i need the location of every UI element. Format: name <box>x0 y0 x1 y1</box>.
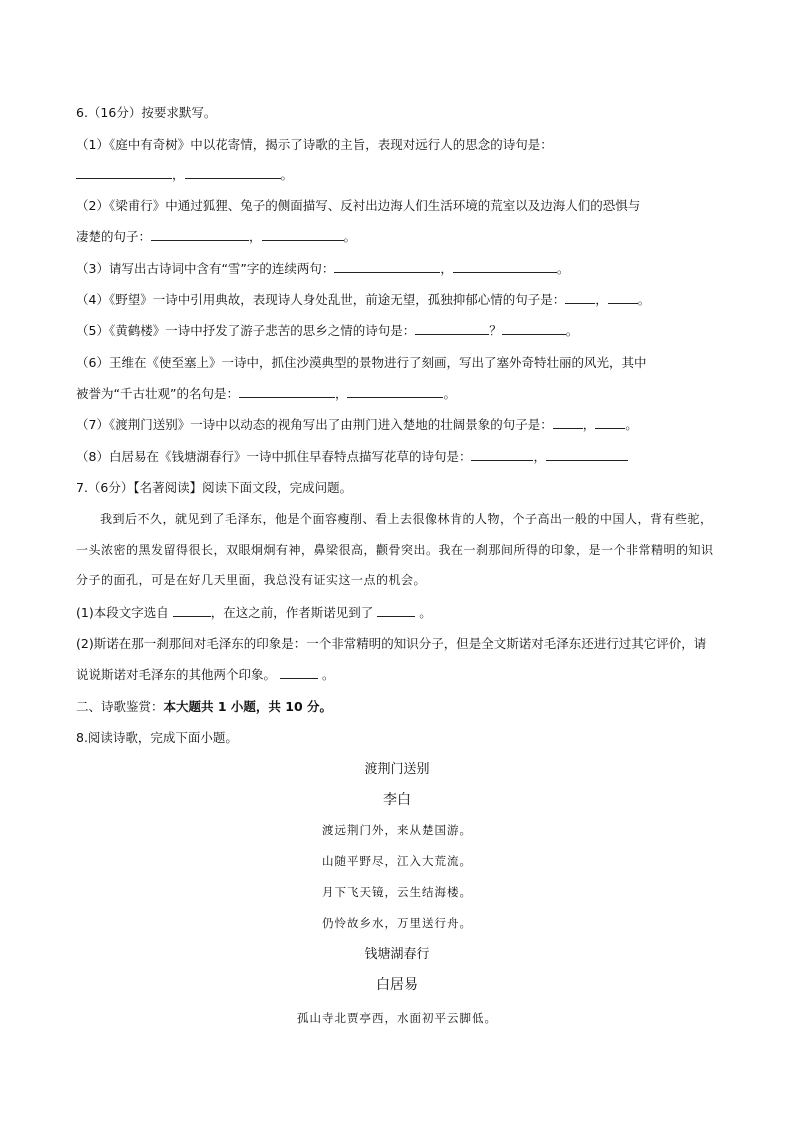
reading-passage: 我到后不久，就见到了毛泽东，他是个面容瘦削、看上去很像林肯的人物，个子高出一般的中国人，背有些驼，一头浓密的黑发留得很长，双眼炯炯有神，鼻梁很高，颧骨突出。我在一刹那间所得的印象，是一个非常精明的知识分子的面孔，可是在好几天里面，我总没有证实这一点的机会。 <box>76 512 714 587</box>
answer-blank[interactable] <box>502 323 566 335</box>
answer-blank[interactable] <box>334 261 440 273</box>
answer-blank[interactable] <box>565 292 595 304</box>
q6-item-6: （6）王维在《使至塞上》一诗中，抓住沙漠典型的景物进行了刻画，写出了塞外奇特壮丽的风光，其中 <box>76 355 647 370</box>
q6-item-2: （2）《梁甫行》中通过狐狸、兔子的侧面描写、反衬出边海人们生活环境的荒室以及边海人们的恐惧与 <box>76 198 641 213</box>
poem-title: 钱塘湖春行 <box>364 947 430 962</box>
answer-blank[interactable] <box>453 261 557 273</box>
q6-item-2-cont: 凄楚的句子： ， 。 <box>76 229 357 244</box>
q6-item-4: （4）《野望》一诗中引用典故，表现诗人身处乱世，前途无望，孤独抑郁心情的句子是： ， 。 <box>76 292 651 307</box>
answer-blank[interactable] <box>185 167 281 179</box>
answer-blank[interactable] <box>347 386 443 398</box>
answer-blank[interactable] <box>173 605 211 617</box>
answer-blank[interactable] <box>608 292 638 304</box>
q6-item-1-answer: ， 。 <box>76 166 716 184</box>
q7-heading: 7.（6分）【名著阅读】阅读下面文段，完成问题。 <box>76 480 353 495</box>
answer-blank[interactable] <box>595 417 625 429</box>
q6-heading: 6.（16分）按要求默写。 <box>76 105 217 120</box>
answer-blank[interactable] <box>262 229 344 241</box>
q6-item-1: （1）《庭中有奇树》中以花寄情，揭示了诗歌的主旨，表现对远行人的思念的诗句是： <box>76 137 553 152</box>
poem-line: 渡远荆门外，来从楚国游。 <box>322 823 472 837</box>
q7-sub-2: (2)斯诺在那一刹那间对毛泽东的印象是：一个非常精明的知识分子，但是全文斯诺对毛泽东还进行过其它评价，请说说斯诺对毛泽东的其他两个印象。 。 <box>76 636 707 682</box>
q8-heading: 8.阅读诗歌，完成下面小题。 <box>76 730 238 745</box>
answer-blank[interactable] <box>239 386 335 398</box>
q6-item-5: （5）《黄鹤楼》一诗中抒发了游子悲苦的思乡之情的诗句是： ？ 。 <box>76 323 579 338</box>
answer-blank[interactable] <box>76 167 172 179</box>
section-heading: 二、诗歌鉴赏：本大题共 1 小题，共 10 分。 <box>76 699 333 714</box>
poem-line: 山随平野尽，江入大荒流。 <box>322 854 472 868</box>
poem-line: 月下飞天镜，云生结海楼。 <box>322 885 472 899</box>
q6-item-3: （3）请写出古诗词中含有“雪”字的连续两句： ， 。 <box>76 261 570 276</box>
q6-item-8: （8）白居易在《钱塘湖春行》一诗中抓住早春特点描写花草的诗句是： ， <box>76 448 716 466</box>
poem-line: 孤山寺北贾亭西，水面初平云脚低。 <box>297 1011 497 1025</box>
poem-author: 李白 <box>383 792 411 808</box>
answer-blank[interactable] <box>546 449 628 461</box>
answer-blank[interactable] <box>471 449 533 461</box>
answer-blank[interactable] <box>280 667 318 679</box>
poem-author: 白居易 <box>376 977 418 993</box>
answer-blank[interactable] <box>553 417 583 429</box>
q7-sub-1: (1)本段文字选自 ，在这之前，作者斯诺见到了 。 <box>76 605 432 620</box>
poem-title: 渡荆门送别 <box>364 762 430 777</box>
answer-blank[interactable] <box>415 323 489 335</box>
poem-line: 仍怜故乡水，万里送行舟。 <box>322 916 472 930</box>
answer-blank[interactable] <box>377 605 415 617</box>
answer-blank[interactable] <box>151 229 249 241</box>
q6-item-7: （7）《渡荆门送别》一诗中以动态的视角写出了由荆门进入楚地的壮阔景象的句子是： ， 。 <box>76 417 638 432</box>
q6-item-6-cont: 被誉为“千古壮观”的名句是： ， 。 <box>76 386 456 401</box>
